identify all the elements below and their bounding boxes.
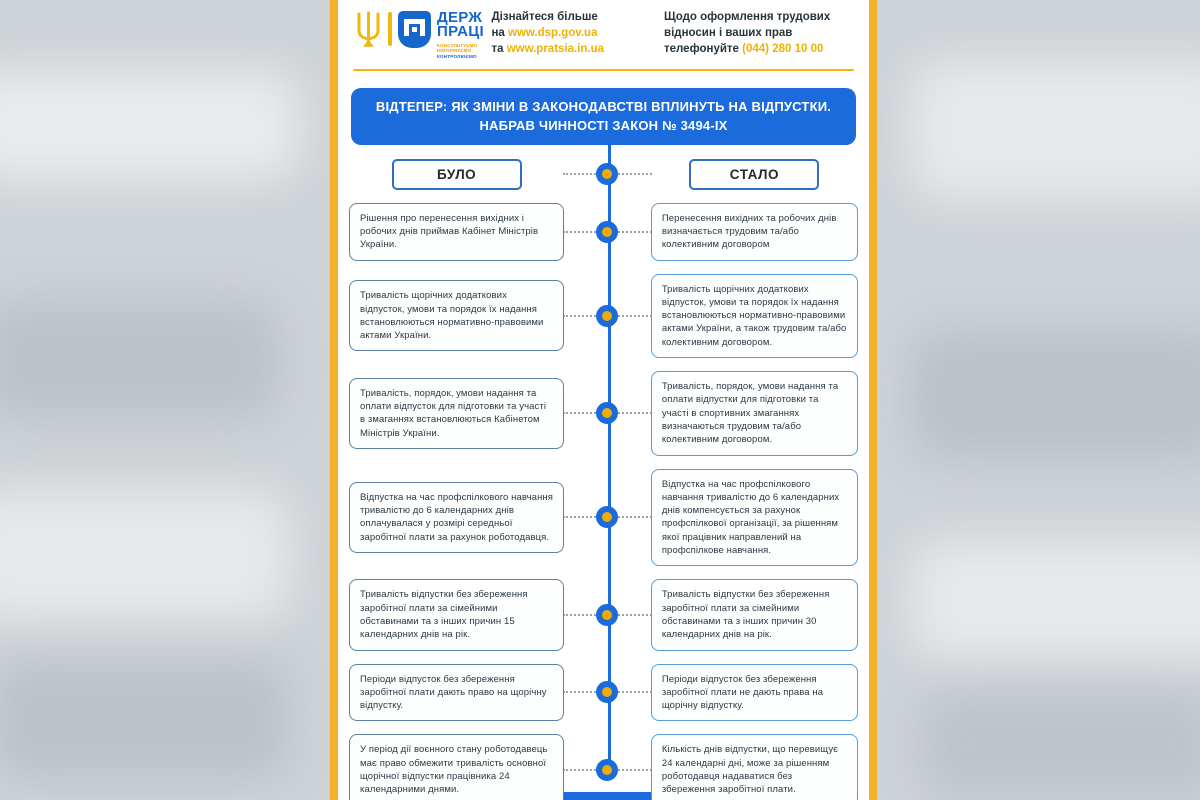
- learn-more-block: [491, 10, 656, 58]
- org-name-line1: ДЕРЖ: [437, 9, 483, 26]
- before-cell: Тривалість відпустки без збереження заробітної плати за сімейними обставинами та з інших причин 15 календарних днів на рік.: [349, 579, 564, 650]
- tagline-line3: КОНТРОЛЮЄМО: [437, 53, 477, 59]
- backdrop-blob: [0, 70, 300, 180]
- table-row: [349, 371, 858, 455]
- before-cell: Відпустка на час профспілкового навчання тривалістю до 6 календарних днів оплачувалася у розмірі середньої заробітної плати за рахунок роботодавця.: [349, 482, 564, 553]
- title-line1: ВІДТЕПЕР: ЯК ЗМІНИ В ЗАКОНОДАВСТВІ ВПЛИНУТЬ НА ВІДПУСТКИ.: [375, 98, 832, 114]
- before-cell: Періоди відпусток без збереження заробітної плати дають право на щорічну відпустку.: [349, 664, 564, 722]
- table-row: [349, 469, 858, 567]
- table-row: [349, 734, 858, 800]
- table-row: [349, 579, 858, 650]
- contact-line3: телефонуйте (044) 280 10 00: [664, 42, 824, 55]
- backdrop-blob: [0, 490, 290, 620]
- tagline-line2: ІНФОРМУЄМО: [437, 48, 472, 54]
- after-cell: Перенесення вихідних та робочих днів визначається трудовим та/або колективним договором: [651, 203, 858, 261]
- table-row: [349, 664, 858, 722]
- timeline-dot: [596, 402, 618, 424]
- comparison-timeline: [349, 159, 858, 800]
- timeline-dot: [596, 305, 618, 327]
- table-row: [349, 203, 858, 261]
- timeline-dot: [596, 681, 618, 703]
- header-divider: [353, 69, 854, 71]
- contact-line1: Щодо оформлення трудових: [664, 11, 831, 23]
- table-row: [349, 274, 858, 358]
- infographic-poster: [330, 0, 877, 800]
- column-header-row: [349, 159, 858, 190]
- contact-line2: відносин і ваших прав: [664, 26, 793, 39]
- before-cell: Рішення про перенесення вихідних і робочих днів приймав Кабінет Міністрів України.: [349, 203, 564, 261]
- column-header-before: БУЛО: [392, 159, 522, 190]
- backdrop-blob: [0, 300, 280, 420]
- pratsia-in-ua-link[interactable]: www.pratsia.in.ua: [506, 42, 605, 55]
- org-tagline: [437, 43, 484, 60]
- org-name-line2: ПРАЦІ: [437, 23, 484, 41]
- learn-more-line3: та www.pratsia.in.ua: [491, 42, 605, 55]
- after-cell: Тривалість щорічних додаткових відпусток, умови та порядок їх надання встановлюються нормативно-правовими актами України, а також трудовим та/або колективним договором.: [651, 274, 858, 358]
- before-cell: Тривалість щорічних додаткових відпусток, умови та порядок їх надання встановлюються нормативно-правовими актами України.: [349, 280, 564, 351]
- dsp-gov-ua-link[interactable]: www.dsp.gov.ua: [508, 26, 598, 39]
- phone-number[interactable]: (044) 280 10 00: [742, 42, 824, 55]
- derzhpratsi-logo: [355, 10, 484, 60]
- after-cell: Тривалість відпустки без збереження заробітної плати за сімейними обставинами та з інших причин 30 календарних днів на рік.: [651, 579, 858, 650]
- before-cell: У період дії воєнного стану роботодавець має право обмежити тривалість основної щорічної відпустки працівника 24 календарними днями.: [349, 734, 564, 800]
- after-cell: Тривалість, порядок, умови надання та оплати відпустки для підготовки та участі в спортивних змаганнях визначаються трудовим та/або колективним договором.: [651, 371, 858, 455]
- learn-more-line2: на www.dsp.gov.ua: [491, 26, 598, 39]
- backdrop-blob: [0, 660, 290, 780]
- backdrop-blob: [920, 690, 1200, 800]
- after-cell: Кількість днів відпустки, що перевищує 24 календарні дні, може за рішенням роботодавця надаватися без збереження заробітної плати.: [651, 734, 858, 800]
- backdrop-blob: [910, 60, 1200, 200]
- after-cell: Періоди відпусток без збереження заробітної плати не дають права на щорічну відпустку.: [651, 664, 858, 722]
- logo-separator: [388, 12, 392, 46]
- backdrop-blob: [910, 540, 1200, 660]
- ukraine-trident-icon: [355, 10, 382, 50]
- timeline-dot: [596, 221, 618, 243]
- backdrop-blob: [910, 330, 1200, 460]
- title-banner: [351, 88, 856, 145]
- contact-block: [664, 10, 856, 58]
- org-name-block: [437, 11, 484, 60]
- timeline-dot: [596, 163, 618, 185]
- before-cell: Тривалість, порядок, умови надання та оплати відпусток для підготовки та участі в змаганнях встановлюються Кабінетом Міністрів України.: [349, 378, 564, 449]
- after-cell: Відпустка на час профспілкового навчання тривалістю до 6 календарних днів компенсується за рахунок профспілкової організації, за рішенням якої працівник направлений на профспілкове навчання.: [651, 469, 858, 567]
- derzhpratsi-emblem-icon: [398, 11, 431, 48]
- poster-header: [349, 8, 858, 60]
- title-line2: НАБРАВ ЧИННОСТІ ЗАКОН № 3494-ІХ: [479, 118, 728, 134]
- learn-more-line1: Дізнайтеся більше: [491, 11, 598, 23]
- timeline-dot: [596, 604, 618, 626]
- column-header-after: СТАЛО: [689, 159, 819, 190]
- timeline-dot: [596, 759, 618, 781]
- tagline-line1: КОНСУЛЬТУЄМО: [437, 42, 478, 48]
- timeline-dot: [596, 506, 618, 528]
